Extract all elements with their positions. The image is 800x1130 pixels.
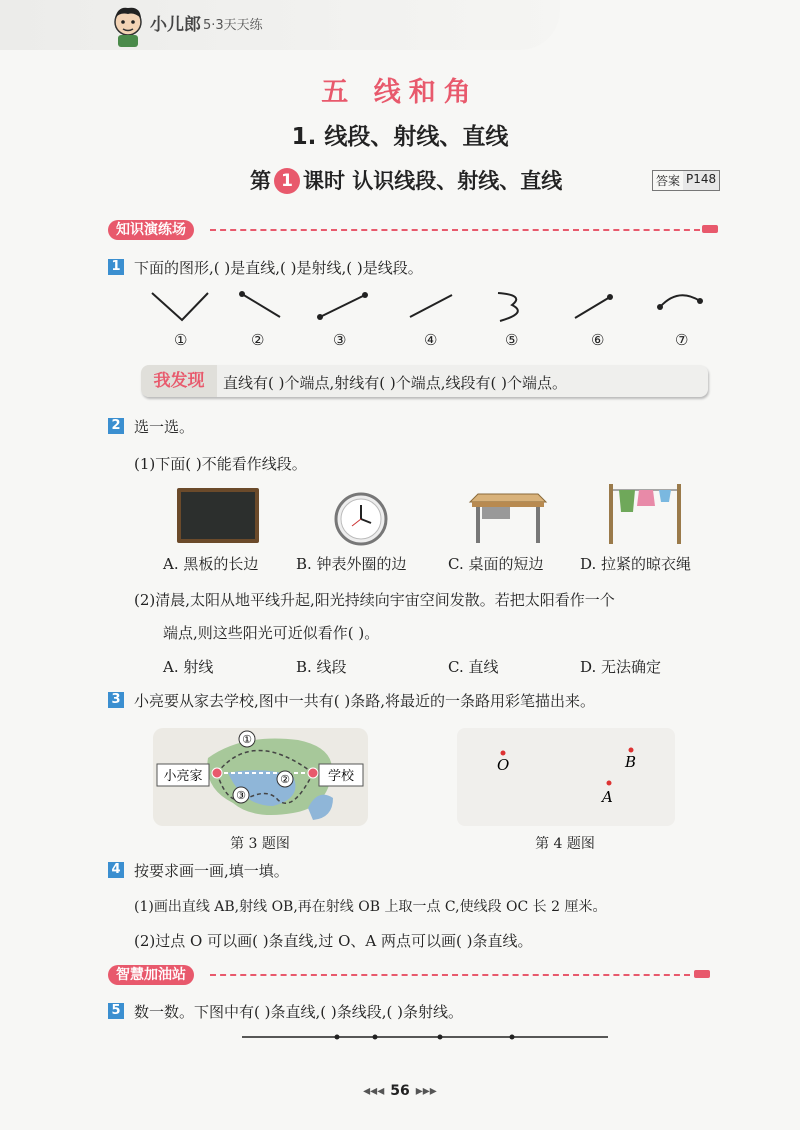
banner-divider bbox=[210, 974, 690, 976]
page-footer bbox=[0, 1083, 800, 1099]
figure-label: ⑤ bbox=[505, 331, 519, 349]
question-number: 4 bbox=[108, 862, 124, 878]
figure-3-caption: 第 3 题图 bbox=[230, 836, 290, 852]
lesson-suffix: 课时 认识线段、射线、直线 bbox=[303, 169, 563, 193]
left-arrows-icon: ◂◂◂ bbox=[363, 1083, 385, 1099]
header-band bbox=[0, 0, 560, 50]
option-a: A. 射线 bbox=[163, 658, 214, 676]
right-arrows-icon: ▸▸▸ bbox=[415, 1083, 437, 1099]
answer-reference[interactable] bbox=[652, 170, 720, 191]
discovery-tag: 我发现 bbox=[141, 365, 217, 397]
clothesline-image bbox=[605, 482, 685, 544]
point-o-label: O bbox=[497, 756, 510, 774]
lesson-title bbox=[250, 165, 562, 195]
pencil-icon bbox=[702, 225, 718, 233]
figure-2-ray bbox=[239, 291, 280, 317]
chapter-title: 五 线和角 bbox=[321, 77, 479, 108]
question-4-part-2: (2)过点 O 可以画( )条直线,过 O、A 两点可以画( )条直线。 bbox=[134, 932, 533, 950]
question-2-text: 选一选。 bbox=[134, 418, 195, 436]
banner-divider bbox=[210, 229, 700, 231]
lesson-prefix: 第 bbox=[250, 169, 271, 193]
blackboard-image bbox=[176, 487, 260, 544]
answer-label: 答案 bbox=[656, 174, 681, 188]
route-3-label: ③ bbox=[236, 789, 246, 802]
question-3-text: 小亮要从家去学校,图中一共有( )条路,将最近的一条路用彩笔描出来。 bbox=[134, 692, 596, 710]
figure-label: ⑥ bbox=[591, 331, 605, 349]
counting-line-figure bbox=[240, 1030, 610, 1044]
question-2-part-2-line-2: 端点,则这些阳光可近似看作( )。 bbox=[163, 624, 380, 642]
question-5-text: 数一数。下图中有( )条直线,( )条线段,( )条射线。 bbox=[134, 1003, 463, 1021]
route-2-label: ② bbox=[280, 773, 290, 786]
page-number: 56 bbox=[390, 1083, 410, 1099]
mascot-icon bbox=[108, 4, 148, 48]
question-1-text: 下面的图形,( )是直线,( )是射线,( )是线段。 bbox=[134, 259, 423, 277]
question-number: 3 bbox=[108, 692, 124, 708]
discovery-box bbox=[141, 365, 708, 397]
option-b: B. 钟表外圈的边 bbox=[296, 555, 407, 573]
points-figure bbox=[457, 728, 675, 826]
school-label: 学校 bbox=[327, 769, 355, 784]
section-banner-challenge: 智慧加油站 bbox=[108, 965, 194, 985]
lesson-number: 1 bbox=[274, 168, 300, 194]
option-b: B. 线段 bbox=[296, 658, 347, 676]
clock-image bbox=[334, 492, 388, 546]
brand-logo: 小儿郎 bbox=[150, 15, 201, 35]
pencil-icon bbox=[694, 970, 710, 978]
figure-7-arc bbox=[657, 295, 703, 310]
question-2-part-2-line-1: (2)清晨,太阳从地平线升起,阳光持续向宇宙空间发散。若把太阳看作一个 bbox=[134, 591, 615, 609]
option-d: D. 无法确定 bbox=[580, 658, 662, 676]
figure-label: ② bbox=[251, 331, 265, 349]
figure-6-ray bbox=[575, 294, 613, 318]
point-b-label: B bbox=[625, 753, 637, 771]
point-a-label: A bbox=[602, 788, 613, 806]
question-4-text: 按要求画一画,填一填。 bbox=[134, 862, 289, 880]
section-title: 1. 线段、射线、直线 bbox=[291, 124, 509, 150]
figure-label: ① bbox=[174, 331, 188, 349]
desk-image bbox=[468, 486, 548, 546]
section-banner-practice: 知识演练场 bbox=[108, 220, 194, 240]
figure-label: ④ bbox=[424, 331, 438, 349]
route-map bbox=[153, 728, 368, 826]
question-2-part-1: (1)下面( )不能看作线段。 bbox=[134, 455, 307, 473]
figure-4-line bbox=[410, 295, 452, 317]
answer-page: P148 bbox=[683, 171, 719, 190]
option-d: D. 拉紧的晾衣绳 bbox=[580, 555, 692, 573]
figure-1-angle bbox=[152, 293, 208, 320]
figure-label: ③ bbox=[333, 331, 347, 349]
figure-4-caption: 第 4 题图 bbox=[535, 836, 595, 852]
question-4-part-1: (1)画出直线 AB,射线 OB,再在射线 OB 上取一点 C,使线段 OC 长 2 厘米。 bbox=[134, 899, 607, 915]
home-label: 小亮家 bbox=[163, 769, 203, 784]
discovery-text: 直线有( )个端点,射线有( )个端点,线段有( )个端点。 bbox=[223, 374, 567, 392]
question-number: 1 bbox=[108, 259, 124, 275]
route-1-label: ① bbox=[242, 733, 252, 746]
figures-row bbox=[140, 285, 720, 330]
option-c: C. 直线 bbox=[448, 658, 499, 676]
option-a: A. 黑板的长边 bbox=[163, 555, 259, 573]
question-number: 2 bbox=[108, 418, 124, 434]
figure-5-curve bbox=[498, 293, 518, 321]
option-c: C. 桌面的短边 bbox=[448, 555, 544, 573]
question-number: 5 bbox=[108, 1003, 124, 1019]
figure-3-segment bbox=[317, 292, 368, 320]
figure-label: ⑦ bbox=[675, 331, 689, 349]
series-name: 5·3天天练 bbox=[203, 18, 263, 33]
